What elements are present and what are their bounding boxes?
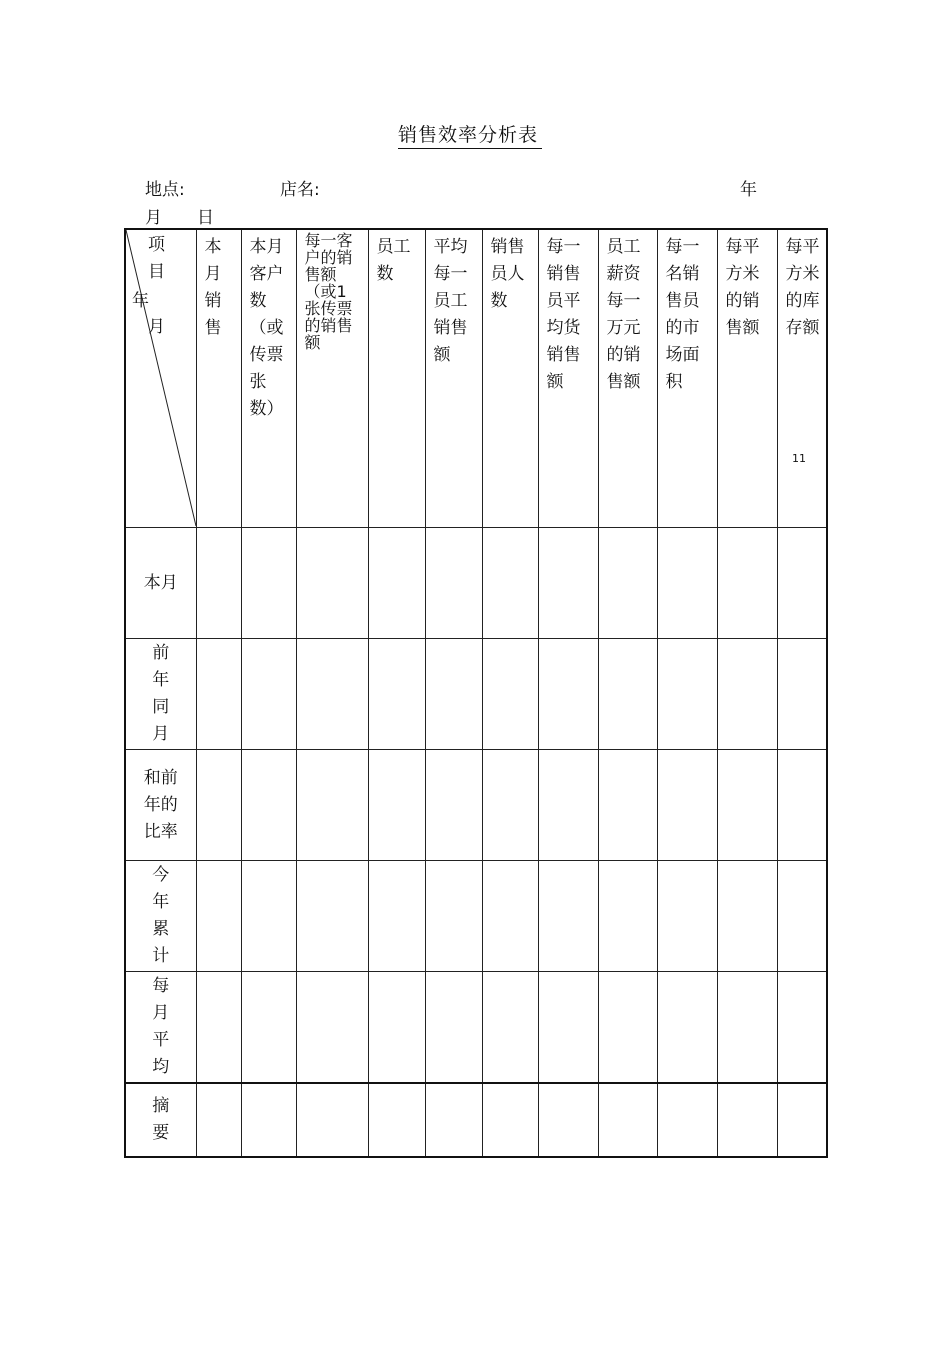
data-cell[interactable] — [657, 1083, 717, 1157]
column-header-label: 本月销售 — [204, 237, 222, 338]
column-header — [598, 229, 657, 528]
data-cell[interactable] — [196, 1083, 241, 1157]
data-cell[interactable] — [296, 528, 368, 639]
sales-efficiency-table — [124, 228, 828, 1158]
data-cell[interactable] — [717, 861, 777, 972]
data-cell[interactable] — [482, 1083, 538, 1157]
data-cell[interactable] — [482, 972, 538, 1084]
corner-item-label: 项 目 — [148, 235, 182, 282]
corner-month-label: 月 — [148, 317, 165, 337]
column-header-label: 销售员人数 — [490, 237, 525, 311]
row-header-label: 本月 — [143, 572, 178, 593]
page-title: 销售效率分析表 — [398, 120, 542, 149]
data-cell[interactable] — [368, 861, 425, 972]
table-row — [125, 639, 827, 750]
year-label: 年 — [740, 180, 757, 200]
day-label: 日 — [197, 208, 214, 228]
data-cell[interactable] — [296, 750, 368, 861]
month-label: 月 — [145, 208, 162, 228]
data-cell[interactable] — [777, 861, 827, 972]
column-header-label: 平均每一员工销售额 — [433, 237, 468, 365]
data-cell[interactable] — [425, 972, 482, 1084]
column-header — [717, 229, 777, 528]
data-cell[interactable] — [296, 972, 368, 1084]
store-label: 店名: — [280, 180, 320, 200]
data-cell[interactable] — [777, 972, 827, 1084]
data-cell[interactable] — [538, 861, 598, 972]
data-cell[interactable] — [598, 639, 657, 750]
data-cell[interactable] — [598, 861, 657, 972]
data-cell[interactable] — [368, 972, 425, 1084]
row-header — [125, 1083, 196, 1157]
data-cell[interactable] — [241, 528, 296, 639]
table-row — [125, 861, 827, 972]
corner-year-label: 年 — [132, 291, 149, 311]
location-label: 地点: — [145, 180, 185, 200]
data-cell[interactable] — [425, 1083, 482, 1157]
table-row — [125, 528, 827, 639]
row-header-label: 前年同月 — [152, 643, 170, 744]
data-cell[interactable] — [717, 528, 777, 639]
data-cell[interactable] — [777, 1083, 827, 1157]
data-cell[interactable] — [598, 750, 657, 861]
row-header-label: 和前年的比率 — [143, 767, 178, 842]
data-cell[interactable] — [717, 750, 777, 861]
data-cell[interactable] — [482, 861, 538, 972]
data-cell[interactable] — [425, 528, 482, 639]
data-cell[interactable] — [657, 639, 717, 750]
data-cell[interactable] — [598, 528, 657, 639]
data-cell[interactable] — [717, 639, 777, 750]
data-cell[interactable] — [657, 861, 717, 972]
data-cell[interactable] — [196, 861, 241, 972]
data-cell[interactable] — [196, 972, 241, 1084]
data-cell[interactable] — [196, 528, 241, 639]
column-header-label: 每一名销售员的市场面积 — [665, 237, 700, 392]
data-cell[interactable] — [241, 1083, 296, 1157]
row-header — [125, 750, 196, 861]
row-header — [125, 972, 196, 1084]
column-header-label: 每平方米的销售额 — [725, 237, 760, 338]
column-header — [196, 229, 241, 528]
data-cell[interactable] — [425, 861, 482, 972]
data-cell[interactable] — [425, 639, 482, 750]
data-cell[interactable] — [296, 861, 368, 972]
row-header — [125, 861, 196, 972]
column-header-label: 本月客户数（或传票张数） — [249, 237, 284, 419]
data-cell[interactable] — [482, 528, 538, 639]
data-cell[interactable] — [717, 1083, 777, 1157]
page-mark: 11 — [792, 452, 806, 465]
column-header-label: 员工薪资每一万元的销售额 — [606, 237, 641, 392]
data-cell[interactable] — [777, 750, 827, 861]
data-cell[interactable] — [368, 528, 425, 639]
data-cell[interactable] — [296, 1083, 368, 1157]
row-header-label: 每月平均 — [152, 976, 170, 1077]
data-cell[interactable] — [657, 750, 717, 861]
column-header — [296, 229, 368, 528]
corner-cell — [125, 229, 196, 528]
column-header-label: 每一销售员平均货销售额 — [546, 237, 581, 392]
data-cell[interactable] — [368, 750, 425, 861]
data-cell[interactable] — [598, 1083, 657, 1157]
data-cell[interactable] — [777, 639, 827, 750]
table-row — [125, 972, 827, 1084]
data-cell[interactable] — [196, 639, 241, 750]
row-header — [125, 639, 196, 750]
data-cell[interactable] — [538, 528, 598, 639]
data-cell[interactable] — [538, 750, 598, 861]
row-header — [125, 528, 196, 639]
column-header-label: 每一客户的销售额（或1张传票的销售额 — [304, 231, 353, 352]
data-cell[interactable] — [296, 639, 368, 750]
data-cell[interactable] — [657, 528, 717, 639]
data-cell[interactable] — [777, 528, 827, 639]
row-header-label: 今年累计 — [152, 865, 170, 966]
table-row — [125, 750, 827, 861]
column-header — [425, 229, 482, 528]
data-cell[interactable] — [482, 750, 538, 861]
data-cell[interactable] — [241, 972, 296, 1084]
data-cell[interactable] — [241, 639, 296, 750]
table-row — [125, 1083, 827, 1157]
row-header-label: 摘要 — [152, 1096, 170, 1143]
data-cell[interactable] — [241, 750, 296, 861]
column-header — [368, 229, 425, 528]
data-cell[interactable] — [538, 639, 598, 750]
column-header — [657, 229, 717, 528]
data-cell[interactable] — [196, 750, 241, 861]
data-cell[interactable] — [425, 750, 482, 861]
data-cell[interactable] — [538, 972, 598, 1084]
column-header — [538, 229, 598, 528]
data-cell[interactable] — [482, 639, 538, 750]
data-cell[interactable] — [657, 972, 717, 1084]
data-cell[interactable] — [598, 972, 657, 1084]
data-cell[interactable] — [717, 972, 777, 1084]
data-cell[interactable] — [538, 1083, 598, 1157]
column-header-label: 员工数 — [376, 237, 411, 284]
data-cell[interactable] — [368, 639, 425, 750]
column-header — [241, 229, 296, 528]
header-row — [125, 229, 827, 528]
data-cell[interactable] — [368, 1083, 425, 1157]
column-header-label: 每平方米的库存额 — [785, 237, 820, 338]
column-header — [482, 229, 538, 528]
column-header — [777, 229, 827, 528]
data-cell[interactable] — [241, 861, 296, 972]
